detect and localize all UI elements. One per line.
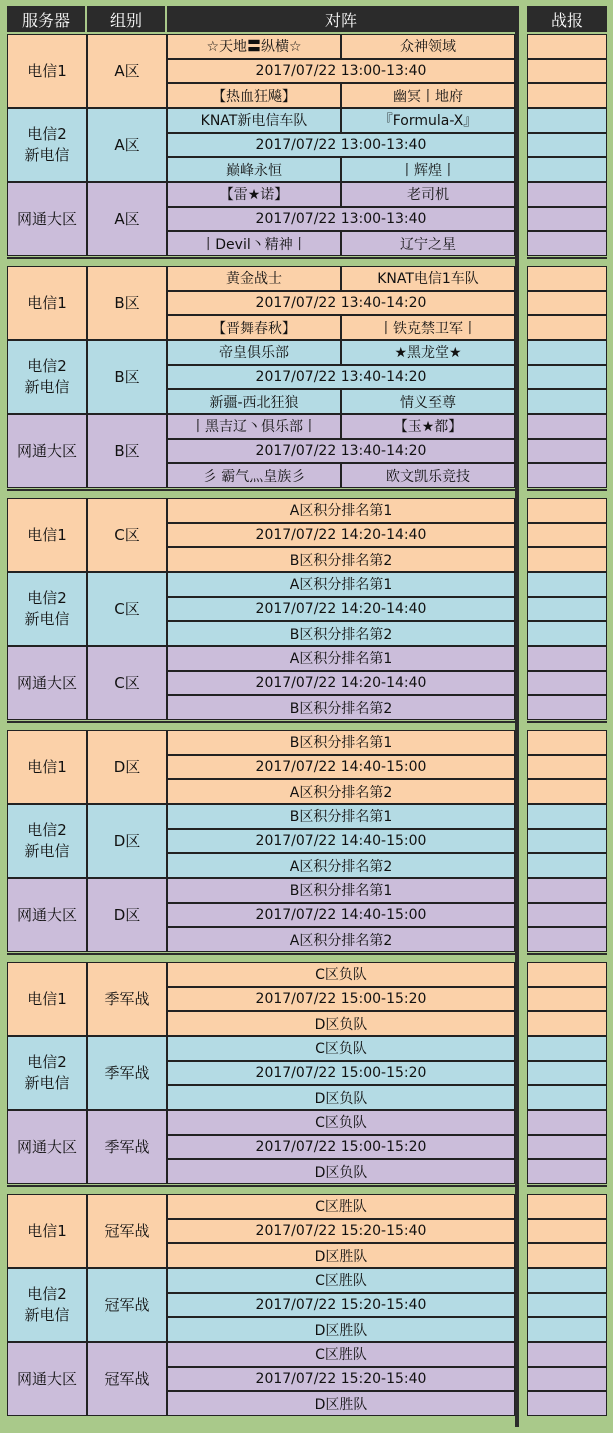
- team-name: 幽冥丨地府: [341, 83, 515, 108]
- team-name: KNAT电信1车队: [341, 266, 515, 291]
- team-name: 『Formula-X』: [341, 108, 515, 133]
- report-cell[interactable]: [527, 133, 607, 158]
- report-cell[interactable]: [527, 59, 607, 84]
- report-cell[interactable]: [527, 572, 607, 597]
- match-time: 2017/07/22 15:20-15:40: [167, 1219, 515, 1244]
- report-cell[interactable]: [527, 389, 607, 414]
- team-name: 【热血狂飚】: [167, 83, 341, 108]
- server-cell: 电信1: [7, 730, 87, 804]
- team-name: 新疆-西北狂狼: [167, 389, 341, 414]
- header-server: 服务器: [7, 6, 85, 32]
- section-divider: [527, 1185, 607, 1187]
- report-cell[interactable]: [527, 621, 607, 646]
- report-cell[interactable]: [527, 695, 607, 720]
- match-bottom: D区胜队: [167, 1243, 515, 1268]
- server-cell: 电信2 新电信: [7, 804, 87, 878]
- report-cell[interactable]: [527, 498, 607, 523]
- match-bottom: B区积分排名第2: [167, 621, 515, 646]
- match-top: A区积分排名第1: [167, 572, 515, 597]
- report-cell[interactable]: [527, 291, 607, 316]
- team-name: 欧文凯乐竞技: [341, 463, 515, 488]
- match-top: A区积分排名第1: [167, 646, 515, 671]
- team-name: ★黑龙堂★: [341, 340, 515, 365]
- server-cell: 网通大区: [7, 646, 87, 720]
- report-cell[interactable]: [527, 1219, 607, 1244]
- match-top: A区积分排名第1: [167, 498, 515, 523]
- server-cell: 网通大区: [7, 878, 87, 952]
- report-cell[interactable]: [527, 730, 607, 755]
- group-cell: B区: [87, 414, 167, 488]
- match-time: 2017/07/22 15:20-15:40: [167, 1293, 515, 1318]
- server-cell: 电信1: [7, 1194, 87, 1268]
- match-time: 2017/07/22 15:00-15:20: [167, 1135, 515, 1160]
- report-cell[interactable]: [527, 987, 607, 1012]
- report-cell[interactable]: [527, 523, 607, 548]
- section-divider: [527, 257, 607, 259]
- server-cell: 电信2 新电信: [7, 340, 87, 414]
- match-bottom: A区积分排名第2: [167, 779, 515, 804]
- report-cell[interactable]: [527, 547, 607, 572]
- match-time: 2017/07/22 14:40-15:00: [167, 755, 515, 780]
- team-name: 老司机: [341, 182, 515, 207]
- report-cell[interactable]: [527, 1135, 607, 1160]
- report-cell[interactable]: [527, 1036, 607, 1061]
- report-cell[interactable]: [527, 927, 607, 952]
- group-cell: A区: [87, 108, 167, 182]
- group-cell: 季军战: [87, 1036, 167, 1110]
- match-top: C区负队: [167, 1110, 515, 1135]
- server-cell: 网通大区: [7, 1342, 87, 1416]
- section-divider: [7, 257, 515, 259]
- match-time: 2017/07/22 13:40-14:20: [167, 291, 515, 316]
- server-cell: 电信2 新电信: [7, 108, 87, 182]
- match-bottom: D区胜队: [167, 1391, 515, 1416]
- section-divider: [7, 953, 515, 955]
- match-bottom: D区负队: [167, 1085, 515, 1110]
- group-cell: 冠军战: [87, 1194, 167, 1268]
- report-cell[interactable]: [527, 1110, 607, 1135]
- group-cell: B区: [87, 266, 167, 340]
- server-cell: 电信2 新电信: [7, 572, 87, 646]
- group-cell: 季军战: [87, 962, 167, 1036]
- match-top: C区胜队: [167, 1268, 515, 1293]
- match-top: C区负队: [167, 1036, 515, 1061]
- match-time: 2017/07/22 15:00-15:20: [167, 1061, 515, 1086]
- section-divider: [527, 953, 607, 955]
- report-cell[interactable]: [527, 1367, 607, 1392]
- match-bottom: D区负队: [167, 1159, 515, 1184]
- server-cell: 电信2 新电信: [7, 1268, 87, 1342]
- report-cell[interactable]: [527, 1085, 607, 1110]
- match-time: 2017/07/22 14:40-15:00: [167, 903, 515, 928]
- server-cell: 网通大区: [7, 414, 87, 488]
- report-cell[interactable]: [527, 1061, 607, 1086]
- team-name: 巅峰永恒: [167, 157, 341, 182]
- match-time: 2017/07/22 13:40-14:20: [167, 365, 515, 390]
- report-cell[interactable]: [527, 829, 607, 854]
- team-name: 丨铁克禁卫军丨: [341, 315, 515, 340]
- server-cell: 电信2 新电信: [7, 1036, 87, 1110]
- group-cell: A区: [87, 182, 167, 256]
- match-top: B区积分排名第1: [167, 730, 515, 755]
- team-name: 帝皇俱乐部: [167, 340, 341, 365]
- team-name: 情义至尊: [341, 389, 515, 414]
- group-cell: C区: [87, 498, 167, 572]
- match-time: 2017/07/22 13:00-13:40: [167, 59, 515, 84]
- team-name: 辽宁之星: [341, 231, 515, 256]
- report-cell[interactable]: [527, 1293, 607, 1318]
- report-cell[interactable]: [527, 231, 607, 256]
- report-cell[interactable]: [527, 34, 607, 59]
- column-divider: [515, 6, 519, 1427]
- report-cell[interactable]: [527, 962, 607, 987]
- match-bottom: D区胜队: [167, 1317, 515, 1342]
- team-name: 丨黑吉辽丶俱乐部丨: [167, 414, 341, 439]
- match-top: B区积分排名第1: [167, 878, 515, 903]
- team-name: 黄金战士: [167, 266, 341, 291]
- match-time: 2017/07/22 14:20-14:40: [167, 523, 515, 548]
- group-cell: A区: [87, 34, 167, 108]
- report-cell[interactable]: [527, 853, 607, 878]
- report-cell[interactable]: [527, 1268, 607, 1293]
- team-name: 丨Devil丶精神丨: [167, 231, 341, 256]
- group-cell: 季军战: [87, 1110, 167, 1184]
- report-cell[interactable]: [527, 266, 607, 291]
- report-cell[interactable]: [527, 315, 607, 340]
- report-cell[interactable]: [527, 1317, 607, 1342]
- report-cell[interactable]: [527, 903, 607, 928]
- report-cell[interactable]: [527, 1011, 607, 1036]
- group-cell: 冠军战: [87, 1268, 167, 1342]
- match-time: 2017/07/22 13:00-13:40: [167, 133, 515, 158]
- report-cell[interactable]: [527, 83, 607, 108]
- section-divider: [527, 489, 607, 491]
- match-bottom: A区积分排名第2: [167, 853, 515, 878]
- match-bottom: A区积分排名第2: [167, 927, 515, 952]
- header-group: 组别: [87, 6, 165, 32]
- report-cell[interactable]: [527, 157, 607, 182]
- group-cell: C区: [87, 572, 167, 646]
- group-cell: 冠军战: [87, 1342, 167, 1416]
- report-cell[interactable]: [527, 1159, 607, 1184]
- section-divider: [7, 721, 515, 723]
- match-time: 2017/07/22 13:40-14:20: [167, 439, 515, 464]
- match-time: 2017/07/22 14:20-14:40: [167, 671, 515, 696]
- report-cell[interactable]: [527, 207, 607, 232]
- match-bottom: B区积分排名第2: [167, 695, 515, 720]
- server-cell: 电信1: [7, 962, 87, 1036]
- match-top: C区负队: [167, 962, 515, 987]
- server-cell: 电信1: [7, 34, 87, 108]
- team-name: KNAT新电信车队: [167, 108, 341, 133]
- report-cell[interactable]: [527, 365, 607, 390]
- match-bottom: B区积分排名第2: [167, 547, 515, 572]
- server-cell: 电信1: [7, 266, 87, 340]
- match-time: 2017/07/22 13:00-13:40: [167, 207, 515, 232]
- team-name: 【晋舞春秋】: [167, 315, 341, 340]
- header-report: 战报: [527, 6, 607, 32]
- section-divider: [527, 721, 607, 723]
- match-bottom: D区负队: [167, 1011, 515, 1036]
- server-cell: 网通大区: [7, 1110, 87, 1184]
- match-time: 2017/07/22 14:40-15:00: [167, 829, 515, 854]
- report-cell[interactable]: [527, 755, 607, 780]
- report-cell[interactable]: [527, 1391, 607, 1416]
- group-cell: B区: [87, 340, 167, 414]
- report-cell[interactable]: [527, 1342, 607, 1367]
- match-time: 2017/07/22 14:20-14:40: [167, 597, 515, 622]
- section-divider: [7, 1185, 515, 1187]
- match-top: B区积分排名第1: [167, 804, 515, 829]
- report-cell[interactable]: [527, 779, 607, 804]
- report-cell[interactable]: [527, 1243, 607, 1268]
- group-cell: D区: [87, 804, 167, 878]
- report-cell[interactable]: [527, 878, 607, 903]
- match-top: C区胜队: [167, 1342, 515, 1367]
- report-cell[interactable]: [527, 439, 607, 464]
- team-name: 【玉★都】: [341, 414, 515, 439]
- team-name: 丨辉煌丨: [341, 157, 515, 182]
- group-cell: C区: [87, 646, 167, 720]
- report-cell[interactable]: [527, 108, 607, 133]
- section-divider: [7, 489, 515, 491]
- match-time: 2017/07/22 15:00-15:20: [167, 987, 515, 1012]
- report-cell[interactable]: [527, 414, 607, 439]
- report-cell[interactable]: [527, 646, 607, 671]
- team-name: 彡 霸气灬皇族彡: [167, 463, 341, 488]
- report-cell[interactable]: [527, 671, 607, 696]
- report-cell[interactable]: [527, 463, 607, 488]
- header-match: 对阵: [167, 6, 515, 32]
- report-cell[interactable]: [527, 340, 607, 365]
- group-cell: D区: [87, 730, 167, 804]
- match-time: 2017/07/22 15:20-15:40: [167, 1367, 515, 1392]
- team-name: ☆天地〓纵横☆: [167, 34, 341, 59]
- team-name: 众神领域: [341, 34, 515, 59]
- server-cell: 网通大区: [7, 182, 87, 256]
- report-cell[interactable]: [527, 597, 607, 622]
- match-top: C区胜队: [167, 1194, 515, 1219]
- report-cell[interactable]: [527, 804, 607, 829]
- group-cell: D区: [87, 878, 167, 952]
- report-cell[interactable]: [527, 1194, 607, 1219]
- team-name: 【雷★诺】: [167, 182, 341, 207]
- server-cell: 电信1: [7, 498, 87, 572]
- report-cell[interactable]: [527, 182, 607, 207]
